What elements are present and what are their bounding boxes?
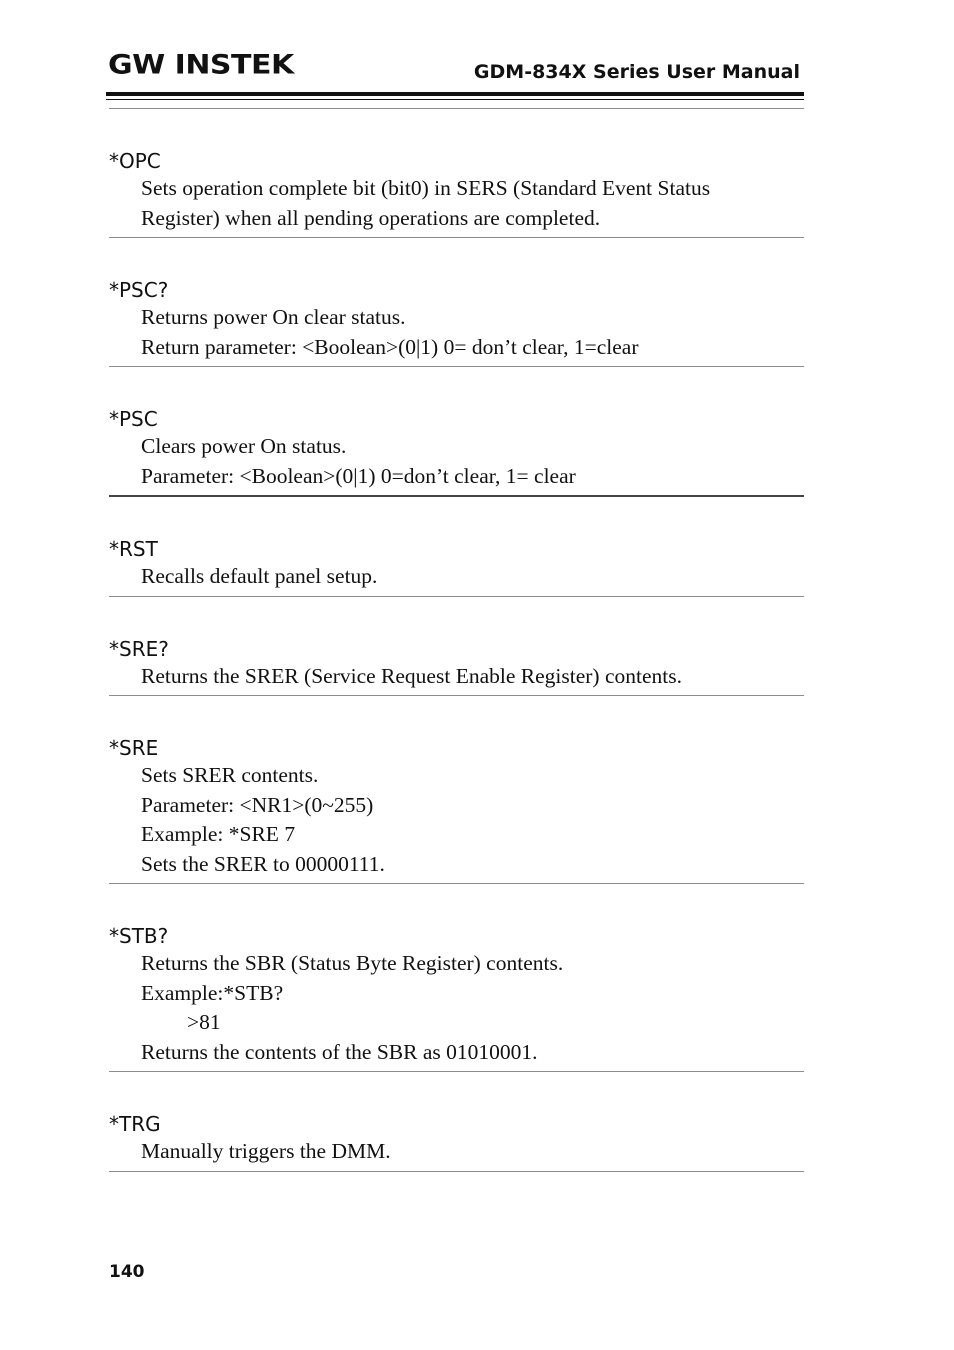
description-line: Parameter: <Boolean>(0|1) 0=don’t clear, 1= clear (141, 463, 576, 488)
command-entry-trg (109, 1072, 804, 1172)
command-entry-psc-query (109, 238, 804, 367)
description-line: Parameter: <NR1>(0~255) (141, 792, 374, 817)
command-entry-sre-query (109, 597, 804, 697)
description-line: Sets SRER contents. (141, 763, 319, 787)
command-entry-opc (109, 109, 804, 238)
brand-logo: GW INSTEK (108, 49, 294, 81)
description-line: Clears power On status. (141, 434, 347, 458)
command-description (109, 432, 804, 491)
command-name: *RST (109, 537, 158, 561)
command-description (109, 949, 804, 1067)
header-rule-thick (106, 92, 804, 96)
description-line: Returns the SRER (Service Request Enable Register) contents. (141, 663, 682, 688)
command-description (109, 174, 804, 233)
command-description (109, 761, 804, 879)
command-entry-sre (109, 696, 804, 884)
description-line: Register) when all pending operations are completed. (141, 205, 601, 230)
command-name: *STB? (109, 924, 169, 948)
description-line: Return parameter: <Boolean>(0|1) 0= don’t clear, 1=clear (141, 334, 639, 359)
description-line: Returns the contents of the SBR as 01010001. (141, 1039, 538, 1064)
description-line: >81 (187, 1010, 221, 1034)
description-line: Example: *SRE 7 (141, 822, 296, 846)
command-description (109, 662, 804, 692)
command-name: *OPC (109, 149, 161, 173)
description-line: Manually triggers the DMM. (141, 1139, 391, 1163)
header-rule-thin (106, 99, 804, 100)
description-line: Recalls default panel setup. (141, 564, 378, 588)
manual-title: GDM-834X Series User Manual (473, 61, 800, 83)
command-name: *TRG (109, 1112, 161, 1136)
command-list (109, 109, 804, 1172)
command-name: *SRE? (109, 636, 169, 661)
command-name: *PSC? (109, 278, 169, 302)
description-line: Example:*STB? (141, 980, 284, 1005)
command-description (109, 562, 804, 592)
command-description (109, 1137, 804, 1167)
description-line: Sets the SRER to 00000111. (141, 851, 385, 876)
description-line: Returns the SBR (Status Byte Register) contents. (141, 951, 564, 975)
description-line: Sets operation complete bit (bit0) in SERS (Standard Event Status (141, 176, 711, 200)
command-description (109, 303, 804, 362)
command-name: *SRE (109, 736, 159, 760)
page-number: 140 (109, 1262, 145, 1282)
command-entry-stb-query (109, 884, 804, 1072)
command-entry-psc (109, 367, 804, 497)
command-entry-rst (109, 497, 804, 597)
command-name: *PSC (109, 407, 158, 431)
description-line: Returns power On clear status. (141, 305, 406, 329)
